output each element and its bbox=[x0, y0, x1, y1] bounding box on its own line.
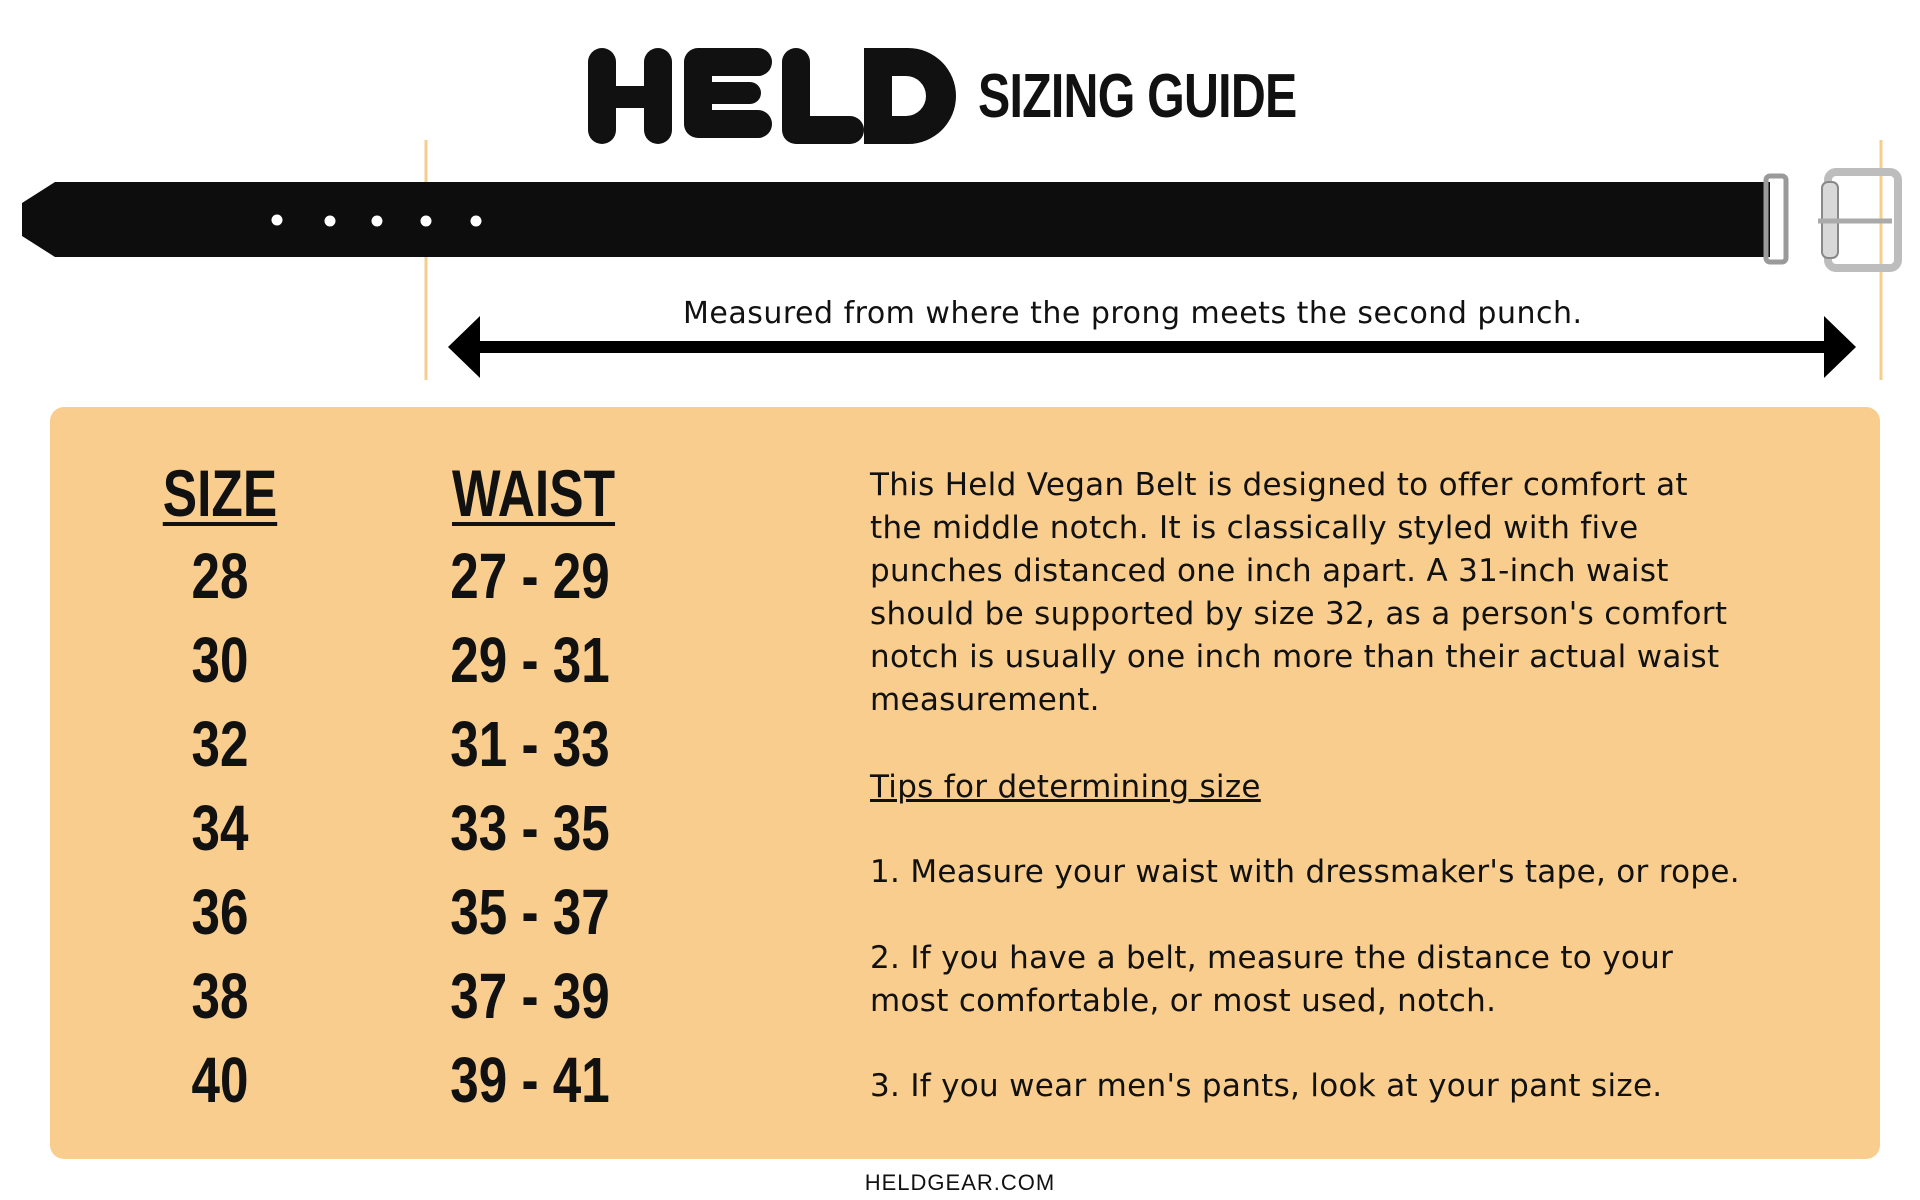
belt-punch bbox=[272, 215, 283, 226]
table-row bbox=[0, 702, 700, 786]
measure-arrow-right-head bbox=[1824, 316, 1856, 378]
size-cell: 30 bbox=[191, 624, 249, 696]
belt-punch bbox=[421, 216, 432, 227]
tip-line: 1. Measure your waist with dressmaker's tape, or rope. bbox=[870, 854, 1740, 890]
size-cell: 38 bbox=[191, 960, 249, 1032]
size-column-header: SIZE bbox=[162, 456, 278, 530]
tip-line: most comfortable, or most used, notch. bbox=[870, 983, 1497, 1019]
tips-heading: Tips for determining size bbox=[870, 769, 1261, 805]
tip-item bbox=[870, 851, 1770, 894]
waist-cell: 35 - 37 bbox=[450, 876, 610, 948]
belt-punch bbox=[471, 216, 482, 227]
waist-cell: 27 - 29 bbox=[450, 540, 610, 612]
description-line: notch is usually one inch more than their actual waist bbox=[870, 639, 1720, 675]
size-cell: 28 bbox=[191, 540, 249, 612]
table-row bbox=[0, 954, 700, 1038]
footer-site: HELDGEAR.COM bbox=[864, 1170, 1056, 1195]
measurement-caption: Measured from where the prong meets the second punch. bbox=[683, 296, 1583, 331]
table-row bbox=[0, 534, 700, 618]
table-row bbox=[0, 1038, 700, 1122]
held-logo bbox=[588, 48, 958, 144]
waist-cell: 29 - 31 bbox=[450, 624, 610, 696]
waist-cell: 37 - 39 bbox=[450, 960, 610, 1032]
waist-column-header: WAIST bbox=[452, 456, 616, 530]
size-cell: 34 bbox=[191, 792, 249, 864]
waist-cell: 39 - 41 bbox=[450, 1044, 610, 1116]
product-description bbox=[870, 464, 1770, 722]
description-line: the middle notch. It is classically styled with five bbox=[870, 510, 1639, 546]
tip-item bbox=[870, 937, 1770, 1023]
belt-illustration bbox=[0, 140, 1920, 390]
sizing-guide-title: SIZING GUIDE bbox=[978, 62, 1297, 131]
measure-arrow-left-head bbox=[448, 316, 480, 378]
waist-cell: 33 - 35 bbox=[450, 792, 610, 864]
table-row bbox=[0, 870, 700, 954]
table-row bbox=[0, 618, 700, 702]
belt-punch bbox=[325, 216, 336, 227]
description-line: should be supported by size 32, as a person's comfort bbox=[870, 596, 1728, 632]
belt-punch bbox=[372, 216, 383, 227]
description-line: measurement. bbox=[870, 682, 1100, 718]
size-cell: 32 bbox=[191, 708, 249, 780]
description-line: punches distanced one inch apart. A 31-inch waist bbox=[870, 553, 1669, 589]
tip-line: 2. If you have a belt, measure the distance to your bbox=[870, 940, 1674, 976]
tip-line: 3. If you wear men's pants, look at your pant size. bbox=[870, 1068, 1663, 1104]
description-line: This Held Vegan Belt is designed to offer comfort at bbox=[870, 467, 1688, 503]
table-row bbox=[0, 786, 700, 870]
belt-strap bbox=[22, 182, 1770, 257]
size-cell: 40 bbox=[191, 1044, 249, 1116]
size-cell: 36 bbox=[191, 876, 249, 948]
tip-item bbox=[870, 1065, 1770, 1108]
waist-cell: 31 - 33 bbox=[450, 708, 610, 780]
